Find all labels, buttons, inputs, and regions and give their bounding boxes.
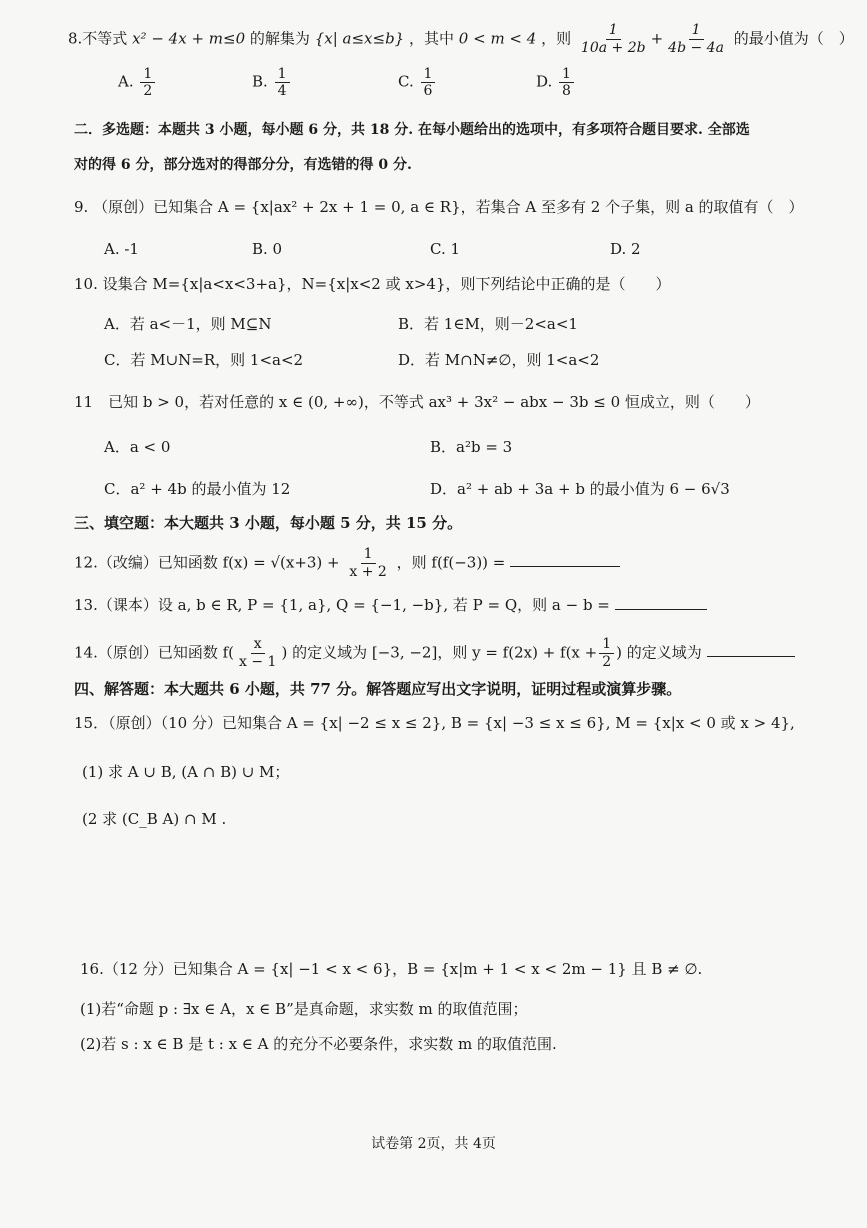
q8-frac1-num: 1 (606, 22, 621, 40)
q10-option-d: D．若 M∩N≠∅，则 1<a<2 (398, 351, 600, 369)
q8-option-b-label: B. (252, 72, 268, 91)
q13-answer-blank[interactable] (615, 595, 707, 610)
q8-option-c-num: 1 (421, 66, 436, 83)
q8-option-d-den: 8 (562, 83, 571, 99)
question-16: 16.（12 分）已知集合 A = {x| −1 < x < 6}，B = {x|m + 1 < x < 2m − 1} 且 B ≠ ∅. (80, 960, 703, 978)
q8-expr: x² − 4x + m≤0 (132, 29, 246, 48)
q12-text-a: 12.（改编）已知函数 f(x) = √(x+3) + (74, 553, 340, 572)
q8-fraction-1 (578, 22, 649, 57)
q9-option-d: D. 2 (610, 240, 641, 258)
q11-option-d: D．a² + ab + 3a + b 的最小值为 6 − 6√3 (430, 480, 730, 498)
q8-frac1-den: 10a + 2b (580, 39, 646, 56)
q8-set: {x| a≤x≤b} (314, 29, 405, 48)
q11-option-c: C．a² + 4b 的最小值为 12 (104, 480, 291, 498)
question-8: 8.不等式 x² − 4x + m≤0 的解集为 {x| a≤x≤b} ，其中 0 < m < 4 ，则 $\frac{1}{10a + 2b}$ + $\frac{1}{4b - 4a}$ 的最小值为（ ） (68, 22, 854, 56)
q8-option-d (536, 66, 576, 99)
q13-text: 13.（课本）设 a, b ∈ R, P = {1, a}, Q = {−1, −b}, 若 P = Q，则 a − b = (74, 596, 610, 614)
question-14 (74, 636, 795, 671)
q9-option-a: A. -1 (104, 240, 139, 258)
page-footer: 试卷第 2页，共 4页 (371, 1136, 496, 1152)
q8-option-b (252, 66, 292, 99)
section-2-heading-line-1: 二．多选题：本题共 3 小题，每小题 6 分，共 18 分. 在每小题给出的选项中，有多项符合题目要求. 全部选 (74, 122, 750, 138)
q14-frac2-num: 1 (599, 636, 614, 654)
q12-frac-num: 1 (361, 546, 376, 564)
q8-cond: 0 < m < 4 (458, 29, 537, 48)
q8-option-b-den: 4 (277, 83, 287, 99)
q8-text-b: 的解集为 (249, 29, 310, 48)
q14-text-c: ) 的定义域为 (616, 643, 702, 662)
question-11: 11 已知 b > 0，若对任意的 x ∈ (0, +∞)，不等式 ax³ + 3x² − abx − 3b ≤ 0 恒成立，则（ ） (74, 393, 760, 411)
question-9: 9. （原创）已知集合 A = {x|ax² + 2x + 1 = 0, a ∈ R}，若集合 A 至多有 2 个子集，则 a 的取值有（ ） (74, 198, 804, 216)
q14-frac2-den: 2 (602, 653, 612, 670)
q8-option-b-num: 1 (275, 66, 290, 83)
question-15: 15．（原创）（10 分）已知集合 A = {x| −2 ≤ x ≤ 2}, B = {x| −3 ≤ x ≤ 6}, M = {x|x < 0 或 x > 4}, (74, 714, 795, 732)
q14-text-a: 14.（原创）已知函数 f( (74, 643, 235, 662)
q8-option-a-label: A. (118, 72, 134, 91)
q8-option-d-label: D. (536, 72, 553, 91)
q16-part-1: (1)若“命题 p : ∃x ∈ A，x ∈ B”是真命题，求实数 m 的取值范围； (80, 1000, 528, 1018)
q15-part-1: (1) 求 A ∪ B, (A ∩ B) ∪ M； (82, 763, 290, 781)
q8-fraction-2 (665, 22, 727, 57)
q8-text-d: ，则 (541, 29, 572, 48)
question-13 (74, 595, 707, 614)
q8-option-a (118, 66, 157, 99)
q14-frac1-num: x (251, 636, 265, 654)
q14-frac1-den: x − 1 (239, 653, 277, 670)
q14-answer-blank[interactable] (707, 642, 795, 657)
q16-part-2: (2)若 s : x ∈ B 是 t : x ∈ A 的充分不必要条件，求实数 m 的取值范围. (80, 1035, 557, 1053)
q8-frac2-num: 1 (689, 22, 704, 40)
q14-text-b: ) 的定义域为 [−3, −2]，则 y = f(2x) + f(x + (281, 643, 598, 662)
q10-option-b: B．若 1∈M，则－2<a<1 (398, 315, 578, 333)
q8-option-c (398, 66, 437, 99)
question-12 (74, 546, 620, 581)
q11-option-a: A．a < 0 (104, 438, 171, 456)
q9-option-b: B. 0 (252, 240, 283, 258)
q8-option-a-den: 2 (143, 83, 153, 99)
q8-frac2-den: 4b − 4a (668, 39, 724, 56)
section-2-heading-line-2: 对的得 6 分，部分选对的得部分分，有选错的得 0 分. (74, 157, 412, 173)
q8-option-c-den: 6 (423, 83, 433, 99)
q12-frac-den: x + 2 (349, 563, 387, 580)
section-3-heading: 三、填空题：本大题共 3 小题，每小题 5 分，共 15 分。 (74, 514, 463, 532)
q8-text-e: 的最小值为（ ） (733, 29, 854, 48)
q12-text-b: ，则 f(f(−3)) = (396, 553, 506, 572)
q11-option-b: B．a²b = 3 (430, 438, 513, 456)
q8-option-d-num: 1 (559, 66, 574, 83)
q15-part-2: (2 求 (C_B A) ∩ M . (82, 810, 227, 828)
q8-text-c: ，其中 (409, 29, 455, 48)
q10-option-c: C．若 M∪N=R，则 1<a<2 (104, 351, 304, 369)
q9-option-c: C. 1 (430, 240, 461, 258)
q8-option-a-num: 1 (140, 66, 155, 83)
q8-option-c-label: C. (398, 72, 414, 91)
q10-option-a: A．若 a<－1，则 M⊆N (104, 315, 272, 333)
question-10: 10. 设集合 M={x|a<x<3+a}，N={x|x<2 或 x>4}，则下列结论中正确的是（ ） (74, 275, 671, 293)
q12-answer-blank[interactable] (510, 552, 620, 567)
q8-text-a: 8.不等式 (68, 29, 128, 48)
section-4-heading: 四、解答题：本大题共 6 小题，共 77 分。解答题应写出文字说明，证明过程或演算步骤。 (74, 680, 682, 698)
